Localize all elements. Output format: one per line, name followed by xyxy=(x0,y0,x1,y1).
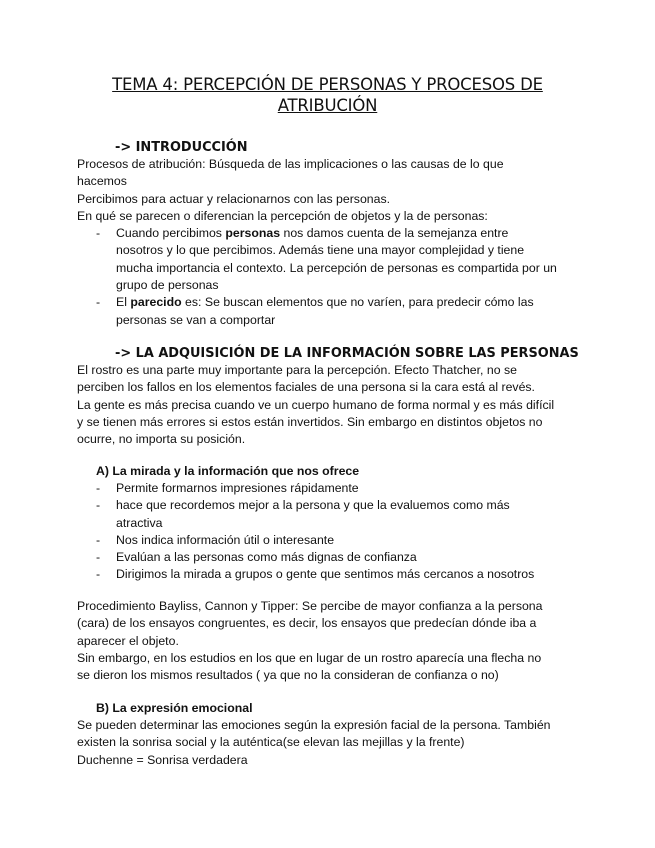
bold-term-parecido: parecido xyxy=(130,295,182,310)
bullet-continuation: grupo de personas xyxy=(116,278,219,293)
bullet-text: nos damos cuenta de la semejanza entre xyxy=(280,226,509,241)
bullet-item: - hace que recordemos mejor a la persona y que la evaluemos como más xyxy=(77,497,589,514)
mirada-paragraph xyxy=(77,598,589,684)
paragraph-line: Procedimiento Bayliss, Cannon y Tipper: Se percibe de mayor confianza a la persona xyxy=(77,599,543,613)
paragraph-line: hacemos xyxy=(77,174,127,189)
expresion-paragraph xyxy=(77,717,589,769)
bullet-text: Cuando percibimos xyxy=(116,226,226,241)
document-title xyxy=(76,74,579,116)
paragraph-line: ocurre, no importa su posición. xyxy=(77,432,246,447)
paragraph-line: (cara) de los ensayos congruentes, es decir, los ensayos que predecían dónde iba a xyxy=(77,616,537,631)
bullet-item: - Permite formarnos impresiones rápidamente xyxy=(77,480,589,497)
paragraph-line: El rostro es una parte muy importante para la percepción. Efecto Thatcher, no se xyxy=(77,363,517,377)
paragraph-line: La gente es más precisa cuando ve un cuerpo humano de forma normal y es más difícil xyxy=(77,397,555,412)
bullet-continuation: nosotros y lo que percibimos. Además tiene una mayor complejidad y tiene xyxy=(116,243,525,258)
section-heading-introduccion: -> INTRODUCCIÓN xyxy=(115,140,248,155)
paragraph-line: perciben los fallos en los elementos faciales de una persona si la cara está al revés. xyxy=(77,380,535,395)
adquisicion-paragraph xyxy=(77,362,589,448)
paragraph-line: Sin embargo, en los estudios en los que en lugar de un rostro aparecía una flecha no xyxy=(77,650,542,665)
mirada-bullets xyxy=(77,480,589,584)
paragraph-line: Percibimos para actuar y relacionarnos con las personas. xyxy=(77,191,391,206)
paragraph-line: y se tienen más errores si estos están invertidos. Sin embargo en distintos objetos no xyxy=(77,414,543,429)
bullet-item: - Evalúan a las personas como más dignas de confianza xyxy=(77,549,589,566)
bullet-item: - Dirigimos la mirada a grupos o gente que sentimos más cercanos a nosotros xyxy=(77,566,589,583)
bullet-item: - Nos indica información útil o interesante xyxy=(77,532,589,549)
bullet-continuation: personas se van a comportar xyxy=(116,312,276,327)
bold-term-personas: personas xyxy=(225,226,281,241)
paragraph-line: se dieron los mismos resultados ( ya que no la consideran de confianza o no) xyxy=(77,668,499,683)
subsection-heading-expresion: B) La expresión emocional xyxy=(96,701,253,715)
paragraph-line: Se pueden determinar las emociones según la expresión facial de la persona. También xyxy=(77,718,551,732)
bullet-text: es: Se buscan elementos que no varíen, para predecir cómo las xyxy=(181,295,534,310)
title-line-2: ATRIBUCIÓN xyxy=(277,96,378,115)
bullet-continuation: mucha importancia el contexto. La percepción de personas es compartida por un xyxy=(116,260,557,275)
intro-section xyxy=(77,156,589,329)
paragraph-line: Procesos de atribución: Búsqueda de las implicaciones o las causas de lo que xyxy=(77,157,504,171)
paragraph-line: Duchenne = Sonrisa verdadera xyxy=(77,752,248,767)
paragraph-line: En qué se parecen o diferencian la percepción de objetos y la de personas: xyxy=(77,208,488,223)
section-heading-adquisicion: -> LA ADQUISICIÓN DE LA INFORMACIÓN SOBRE LAS PERSONAS xyxy=(115,346,579,361)
bullet-text: El xyxy=(116,295,131,310)
title-line-1: TEMA 4: PERCEPCIÓN DE PERSONAS Y PROCESOS DE xyxy=(112,75,543,94)
paragraph-line: aparecer el objeto. xyxy=(77,633,179,648)
bullet-continuation: atractiva xyxy=(116,515,163,530)
bullet-item-personas xyxy=(77,225,589,242)
paragraph-line: existen la sonrisa social y la auténtica(se elevan las mejillas y la frente) xyxy=(77,735,465,750)
bullet-item-parecido xyxy=(77,294,589,311)
subsection-heading-mirada: A) La mirada y la información que nos ofrece xyxy=(96,464,360,478)
